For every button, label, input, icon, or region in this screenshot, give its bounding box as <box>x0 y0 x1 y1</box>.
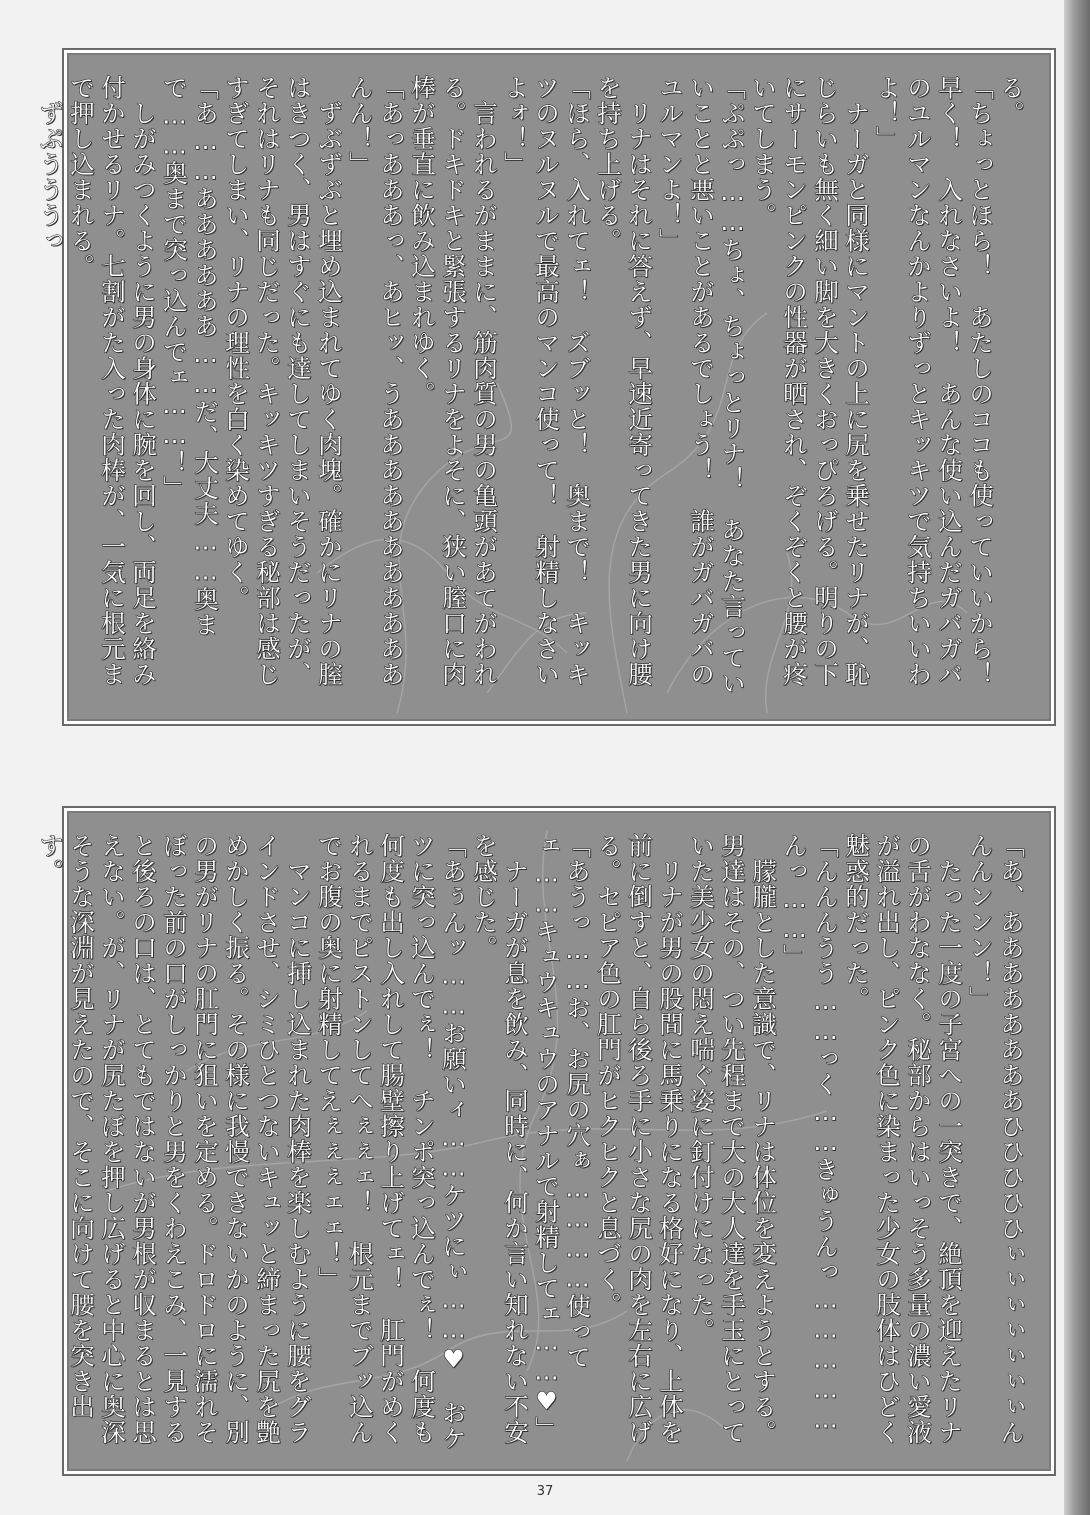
text-panel-top <box>36 50 1054 724</box>
vertical-story-text-top: る。 「ちょっとほら！ あたしのココも使っていいから！ 早く！ 入れなさいよ！ あんな使い込んだガバガバのユルマンなんかよりずっとキッキツで気持ちいいわよ！」 ナーガと同様にマントの上に尻を乗せたリナが、恥じらいも無く細い脚を大きくおっぴろげる。明りの下にサーモンピンクの性器が晒され、ぞくぞくと腰が疼いてしまう。 「ぷぷっ……ちょ、ちょっとリナ！ あなた言っていいことと悪いことがあるでしょう！ 誰がガバガバのユルマンよ！」 リナはそれに答えず、早速近寄ってきた男に向け腰を持ち上げる。 「ほら、入れてェ！ ズブッと！ 奥まで！ キッキツのヌルヌルで最高のマンコ使って！ 射精しなさいよォ！」 言われるがままに、筋肉質の男の亀頭があてがわれる。ドキドキと緊張するリナをよそに、狭い膣口に肉棒が垂直に飲み込まれゆく。 「あっあああっ、あヒッ、うあああああああああああんん！」 ずぶずぶと埋め込まれてゆく肉塊。確かにリナの膣はきつく、男はすぐにも達してしまいそうだったが、それはリナも同じだった。キッキツすぎる秘部は感じすぎてしまい、リナの理性を白く染めてゆく。 「あ……ああああああ……だ、大丈夫……奥まで……奥まで突っ込んでェ……！」 しがみつくように男の身体に腕を回し、両足を絡み付かせるリナ。七割がた入った肉棒が、一気に根元まで押し込まれる。 ずぷうううっ <box>36 75 1026 696</box>
vertical-story-text-bottom: 「あ、ああああああああひひひひひぃぃぃぃぃぃぃんんんンンン！」 たった一度の子宮への一突きで、絶頂を迎えたリナの舌がわななく。秘部からはいっそう多量の濃い愛液が溢れ出し、ピンク色に染まった少女の肢体はひどく魅惑的だった。 「んんんうう……っく……きゅうんっ……………んっ……」 朦朧とした意識で、リナは体位を変えようとする。男達はその、つい先程まで大の大人達を手玉にとっていた美少女の悶え喘ぐ姿に釘付けになった。 リナが男の股間に馬乗りになる格好になり、上体を前に倒すと、自ら後ろ手に小さな尻の肉を左右に広げる。セピア色の肛門がヒクヒクと息づく。 「あうっ……お、お尻の穴ぁ…………使ってェ……キュウキュウのアナルで射精してェ……♥」 ナーガが息を飲み、同時に、何か言い知れない不安を感じた。 「あぅんッ……お願いィ……ケツにぃ……♥ おケツに突っ込んでぇ！ チンポ突っ込んでぇ！ 何度も何度も出し入れして腸壁擦り上げてェ！ 肛門がめくれるまでピストンしてへぇぇェ！ 根元までブッ込んでお腹の奥に射精してえぇぇぇェェ！」 マンコに挿し込まれた肉棒を楽しむように腰をグラインドさせ、シミひとつないキュッと締まった尻を艶めかしく振る。その様に我慢できないかのように、別の男がリナの肛門に狙いを定める。ドロドロに濡れそぼった前の口がしっかりと男をくわえこみ、一見すると後ろの口は、とてもではないが男根が収まるとは思えない。が、リナが尻たぼを押し広げると中心に奥深そうな深淵が見えたので、そこに向けて腰を突き出す。 <box>36 833 1026 1451</box>
page-binding-edge <box>1064 0 1090 1515</box>
page-number: 37 <box>536 1484 554 1499</box>
text-panel-bottom <box>36 808 1054 1474</box>
